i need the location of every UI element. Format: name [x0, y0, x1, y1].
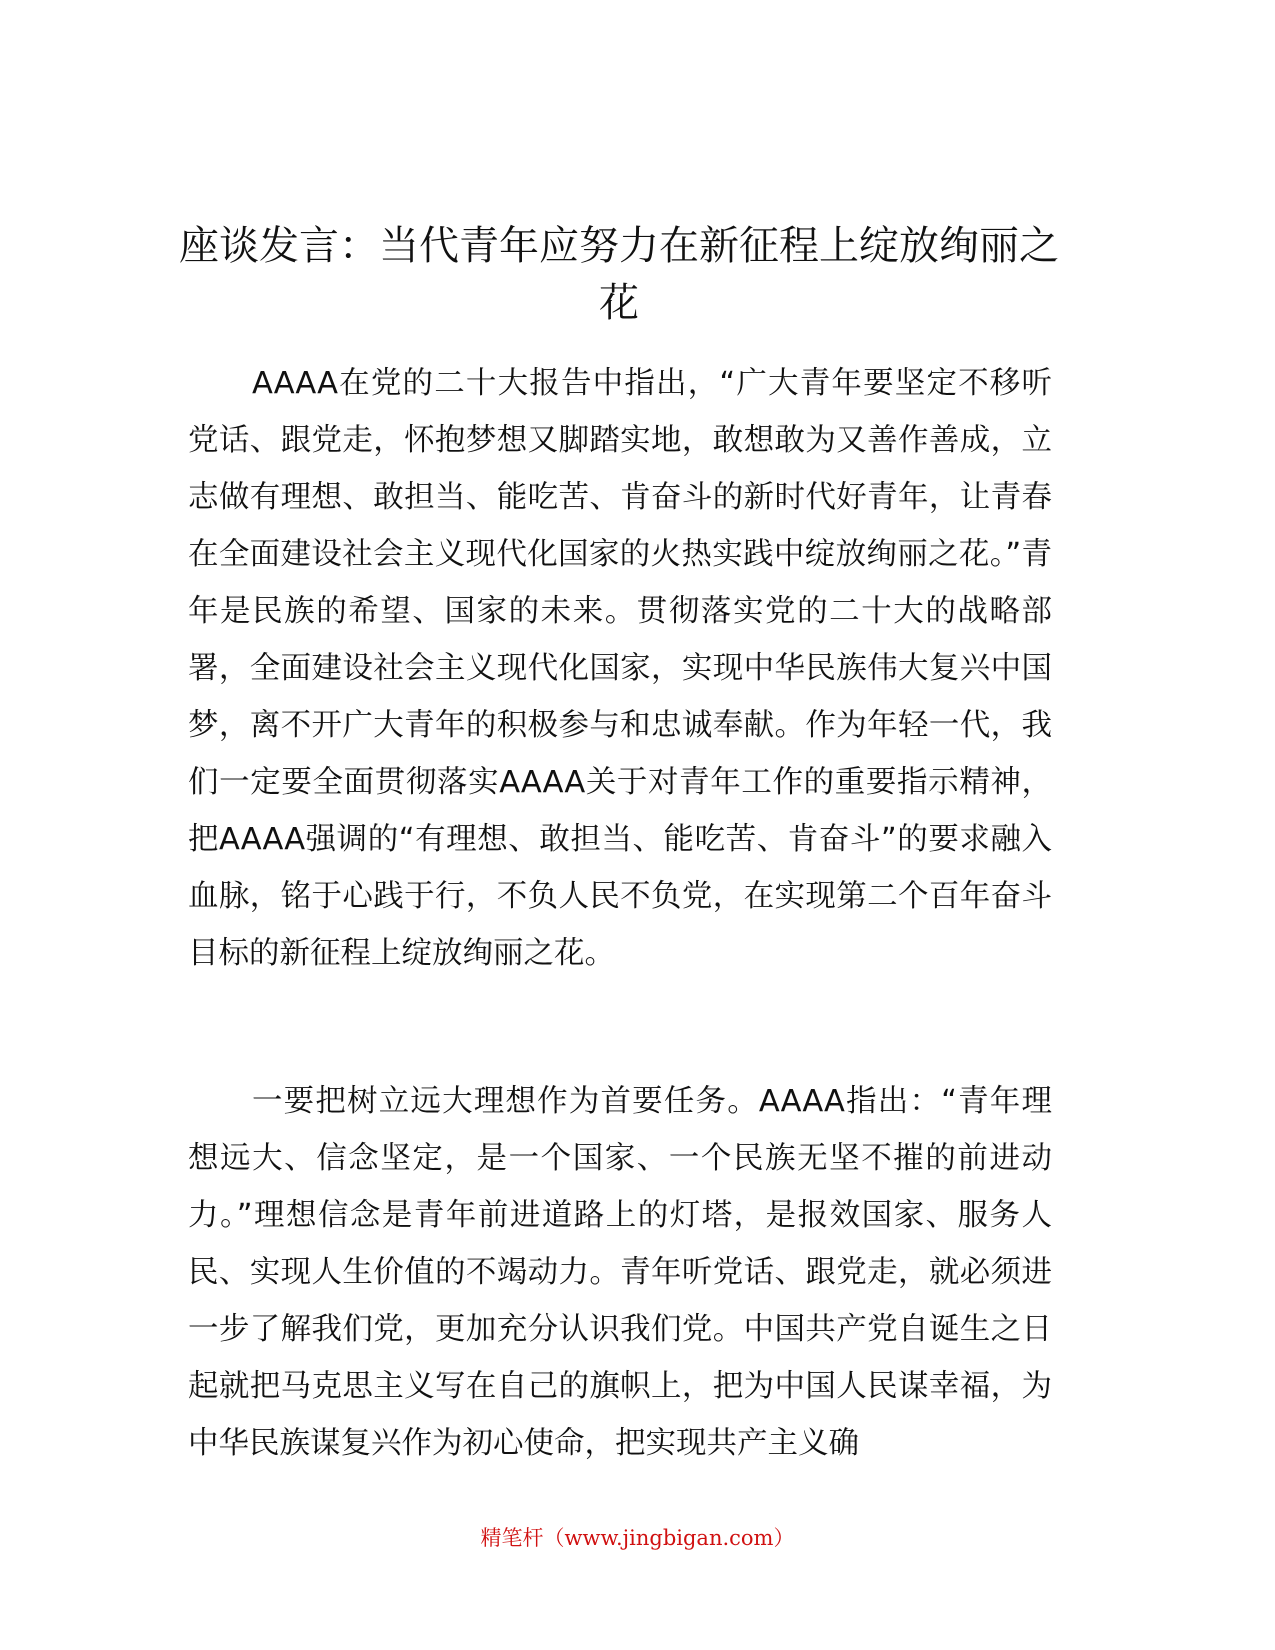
footer-watermark: 精笔杆（www.jingbigan.com）	[480, 1526, 795, 1550]
document-title: 座谈发言：当代青年应努力在新征程上绽放绚丽之花	[179, 223, 1059, 326]
body-paragraph-2: 一要把树立远大理想作为首要任务。AAAA指出：“青年理想远大、信念坚定，是一个国家、一个民族无坚不摧的前进动力。”理想信念是青年前进道路上的灯塔，是报效国家、服务人民、实现人生价值的不竭动力。青年听党话、跟党走，就必须进一步了解我们党，更加充分认识我们党。中国共产党自诞生之日起就把马克思主义写在自己的旗帜上，把为中国人民谋幸福，为中华民族谋复兴作为初心使命，把实现共产主义确	[188, 1084, 1052, 1461]
body-paragraph-1: AAAA在党的二十大报告中指出，“广大青年要坚定不移听党话、跟党走，怀抱梦想又脚踏实地，敢想敢为又善作善成，立志做有理想、敢担当、能吃苦、肯奋斗的新时代好青年，让青春在全面建设社会主义现代化国家的火热实践中绽放绚丽之花。”青年是民族的希望、国家的未来。贯彻落实党的二十大的战略部署，全面建设社会主义现代化国家，实现中华民族伟大复兴中国梦，离不开广大青年的积极参与和忠诚奉献。作为年轻一代，我们一定要全面贯彻落实AAAA关于对青年工作的重要指示精神，把AAAA强调的“有理想、敢担当、能吃苦、肯奋斗”的要求融入血脉，铭于心践于行，不负人民不负党，在实现第二个百年奋斗目标的新征程上绽放绚丽之花。	[188, 366, 1052, 971]
